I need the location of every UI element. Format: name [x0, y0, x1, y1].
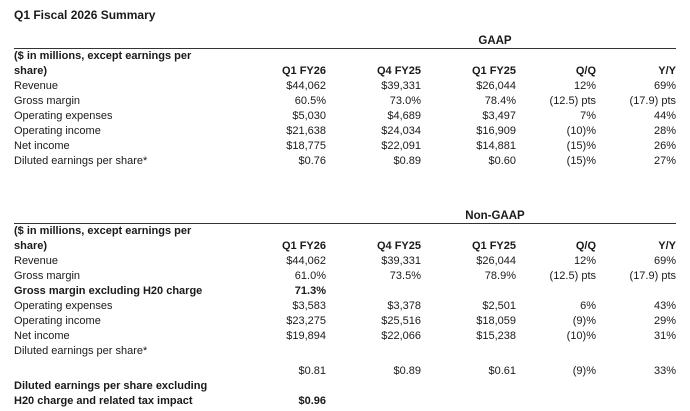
- cell: [516, 379, 596, 409]
- cell: 73.0%: [389, 95, 421, 107]
- cell: $3,583: [292, 300, 326, 312]
- cell: 43%: [653, 300, 676, 312]
- row-label: Gross margin: [14, 270, 81, 282]
- cell: $4,689: [387, 110, 421, 122]
- row-label: Operating income: [14, 315, 101, 327]
- cell: (15)%: [566, 155, 596, 167]
- cell: [326, 379, 421, 409]
- nongaap-row-gross-margin-ex-h20: [14, 284, 676, 299]
- cell: (15)%: [566, 140, 596, 152]
- nongaap-row-diluted-eps-values: [14, 359, 676, 379]
- cell: 69%: [653, 255, 676, 267]
- cell: 78.4%: [484, 95, 516, 107]
- cell: 60.5%: [294, 95, 326, 107]
- cell: 7%: [580, 110, 596, 122]
- cell: [516, 284, 596, 299]
- nongaap-row-revenue: [14, 254, 676, 269]
- cell: 44%: [653, 110, 676, 122]
- gaap-col-qq: Q/Q: [575, 65, 596, 77]
- cell: $0.61: [488, 365, 516, 377]
- gaap-col-q1fy26: Q1 FY26: [281, 65, 326, 77]
- cell: 12%: [573, 255, 596, 267]
- cell: 61.0%: [294, 270, 326, 282]
- nongaap-col-q4fy25: Q4 FY25: [376, 240, 421, 252]
- row-label: Diluted earnings per share*: [14, 345, 148, 357]
- nongaap-header-row: [14, 224, 676, 254]
- row-label: Revenue: [14, 80, 59, 92]
- cell: $22,091: [381, 140, 421, 152]
- cell: (12.5) pts: [549, 95, 596, 107]
- cell: $22,066: [381, 330, 421, 342]
- cell: [326, 284, 421, 299]
- gaap-row-gross-margin: [14, 94, 676, 109]
- nongaap-section: [14, 209, 676, 409]
- cell: $23,275: [286, 315, 326, 327]
- gaap-section: [14, 34, 676, 169]
- row-label: Net income: [14, 140, 70, 152]
- cell: $0.60: [488, 155, 516, 167]
- cell: $3,497: [482, 110, 516, 122]
- gaap-row-net-income: [14, 139, 676, 154]
- nongaap-col-q1fy25: Q1 FY25: [471, 240, 516, 252]
- cell: [596, 284, 676, 299]
- row-label: Gross margin: [14, 95, 81, 107]
- cell: $16,909: [476, 125, 516, 137]
- cell: 6%: [580, 300, 596, 312]
- nongaap-row-operating-income: [14, 314, 676, 329]
- gaap-col-q4fy25: Q4 FY25: [376, 65, 421, 77]
- cell: $5,030: [292, 110, 326, 122]
- cell: [516, 344, 596, 359]
- row-label: Gross margin excluding H20 charge: [14, 285, 203, 297]
- cell: (9)%: [572, 315, 596, 327]
- cell: $3,378: [387, 300, 421, 312]
- cell: $15,238: [476, 330, 516, 342]
- cell: $26,044: [476, 255, 516, 267]
- cell: 33%: [653, 365, 676, 377]
- cell: [596, 344, 676, 359]
- row-label: Revenue: [14, 255, 59, 267]
- cell: $39,331: [381, 255, 421, 267]
- cell: 69%: [653, 80, 676, 92]
- cell: $21,638: [286, 125, 326, 137]
- cell: (17.9) pts: [629, 270, 676, 282]
- cell: $44,062: [286, 80, 326, 92]
- gaap-row-operating-expenses: [14, 109, 676, 124]
- cell: 12%: [573, 80, 596, 92]
- cell: 28%: [653, 125, 676, 137]
- cell: $14,881: [476, 140, 516, 152]
- gaap-col-q1fy25: Q1 FY25: [471, 65, 516, 77]
- cell: (10)%: [566, 125, 596, 137]
- nongaap-col-q1fy26: Q1 FY26: [281, 240, 326, 252]
- cell: (12.5) pts: [549, 270, 596, 282]
- cell: $0.96: [298, 395, 326, 407]
- cell: $44,062: [286, 255, 326, 267]
- gaap-col-yy: Y/Y: [658, 65, 676, 77]
- cell: $0.76: [298, 155, 326, 167]
- row-label: [14, 359, 214, 379]
- nongaap-table: [14, 224, 676, 409]
- cell: $0.89: [393, 365, 421, 377]
- gaap-header-row: [14, 49, 676, 79]
- cell: [326, 344, 421, 359]
- cell: [421, 379, 516, 409]
- gaap-row-revenue: [14, 79, 676, 94]
- cell: 29%: [653, 315, 676, 327]
- cell: (10)%: [566, 330, 596, 342]
- gaap-heading: GAAP: [14, 34, 676, 49]
- nongaap-col-qq: Q/Q: [575, 240, 596, 252]
- cell: $25,516: [381, 315, 421, 327]
- cell: 78.9%: [484, 270, 516, 282]
- cell: $18,059: [476, 315, 516, 327]
- cell: [214, 344, 326, 359]
- gaap-header-label: ($ in millions, except earnings per share): [14, 50, 192, 77]
- row-label: Operating expenses: [14, 300, 113, 312]
- cell: $19,894: [286, 330, 326, 342]
- cell: [421, 344, 516, 359]
- gaap-row-operating-income: [14, 124, 676, 139]
- nongaap-heading: Non-GAAP: [14, 209, 676, 224]
- cell: (17.9) pts: [629, 95, 676, 107]
- cell: 71.3%: [294, 285, 326, 297]
- cell: $18,775: [286, 140, 326, 152]
- nongaap-row-operating-expenses: [14, 299, 676, 314]
- cell: (9)%: [572, 365, 596, 377]
- row-label: Diluted earnings per share*: [14, 155, 148, 167]
- nongaap-row-gross-margin: [14, 269, 676, 284]
- row-label: Diluted earnings per share excluding H20 charge and related tax impact: [14, 380, 208, 407]
- nongaap-header-label: ($ in millions, except earnings per share): [14, 225, 192, 252]
- cell: $0.89: [393, 155, 421, 167]
- cell: $2,501: [482, 300, 516, 312]
- cell: $0.81: [298, 365, 326, 377]
- row-label: Operating income: [14, 125, 101, 137]
- nongaap-col-yy: Y/Y: [658, 240, 676, 252]
- cell: $39,331: [381, 80, 421, 92]
- row-label: Net income: [14, 330, 70, 342]
- cell: $26,044: [476, 80, 516, 92]
- cell: 73.5%: [389, 270, 421, 282]
- nongaap-row-diluted-eps-label: [14, 344, 676, 359]
- nongaap-row-diluted-eps-ex-h20: [14, 379, 676, 409]
- row-label: Operating expenses: [14, 110, 113, 122]
- page-title: Q1 Fiscal 2026 Summary: [14, 8, 156, 22]
- cell: 31%: [653, 330, 676, 342]
- nongaap-row-net-income: [14, 329, 676, 344]
- gaap-row-diluted-eps: [14, 154, 676, 169]
- cell: [596, 379, 676, 409]
- cell: [421, 284, 516, 299]
- cell: 27%: [653, 155, 676, 167]
- cell: $24,034: [381, 125, 421, 137]
- gaap-table: [14, 49, 676, 169]
- cell: 26%: [653, 140, 676, 152]
